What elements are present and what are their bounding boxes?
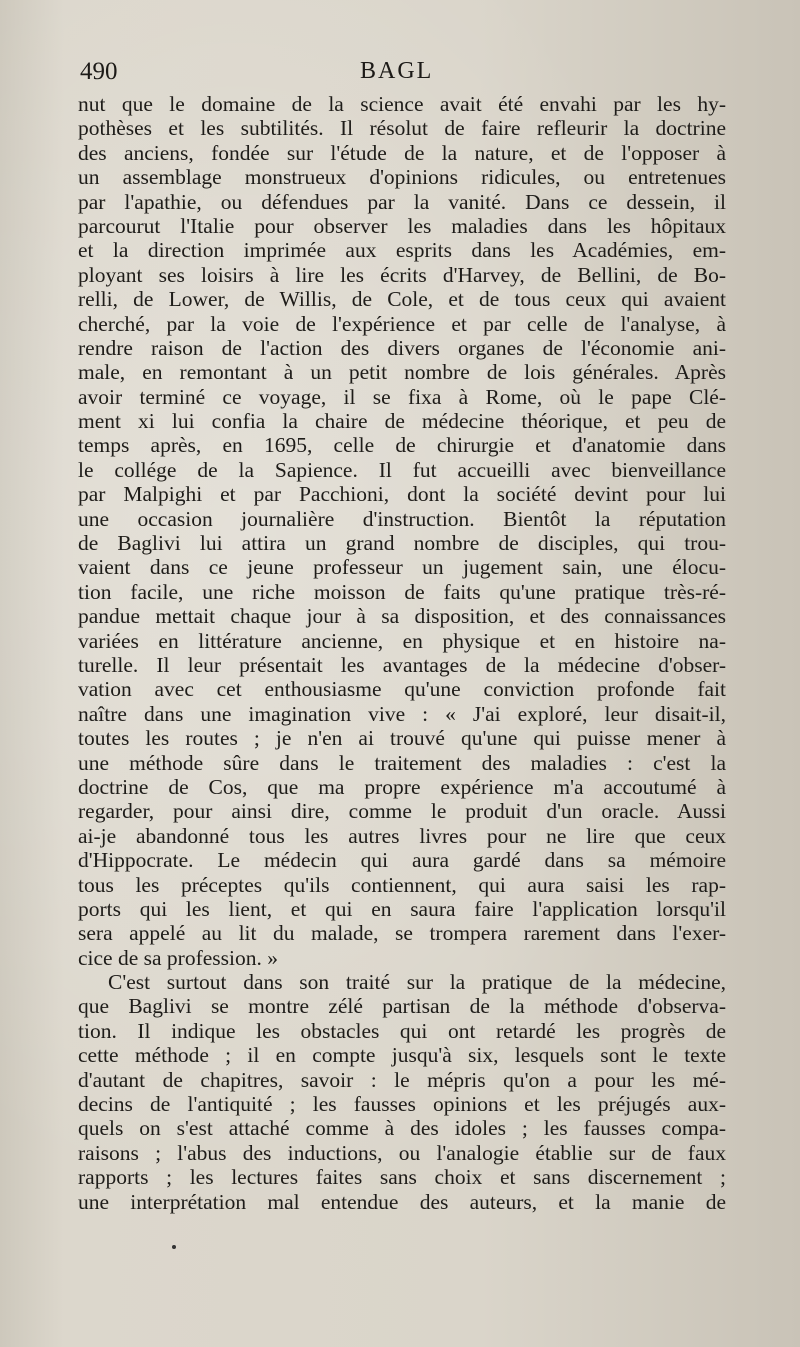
text-line: parcourut l'Italie pour observer les maladies dans les hôpitaux (78, 213, 726, 238)
text-line: tous les préceptes qu'ils contiennent, qui aura saisi les rap- (78, 872, 726, 897)
text-line: naître dans une imagination vive : « J'ai exploré, leur disait-il, (78, 701, 726, 726)
page-header (80, 58, 725, 92)
text-line: pandue mettait chaque jour à sa disposition, et des connaissances (78, 604, 726, 629)
text-line: variées en littérature ancienne, en physique et en histoire na- (78, 628, 726, 653)
text-line: une interprétation mal entendue des auteurs, et la manie de (78, 1189, 726, 1214)
text-line: et la direction imprimée aux esprits dans les Académies, em- (78, 238, 726, 263)
text-line: des anciens, fondée sur l'étude de la nature, et de l'opposer à (78, 140, 726, 165)
text-line: ployant ses loisirs à lire les écrits d'Harvey, de Bellini, de Bo- (78, 262, 726, 287)
text-line: sera appelé au lit du malade, se trompera rarement dans l'exer- (78, 921, 726, 946)
page-number: 490 (80, 58, 118, 85)
text-line: le collége de la Sapience. Il fut accueilli avec bienveillance (78, 457, 726, 482)
text-line: que Baglivi se montre zélé partisan de la méthode d'observa- (78, 994, 726, 1019)
ink-speck (172, 1245, 176, 1249)
text-line: decins de l'antiquité ; les fausses opinions et les préjugés aux- (78, 1092, 726, 1117)
text-line: rendre raison de l'action des divers organes de l'économie ani- (78, 335, 726, 360)
text-line: par Malpighi et par Pacchioni, dont la société devint pour lui (78, 482, 726, 507)
text-line: temps après, en 1695, celle de chirurgie et d'anatomie dans (78, 433, 726, 458)
text-line: une méthode sûre dans le traitement des maladies : c'est la (78, 750, 726, 775)
text-line: vaient dans ce jeune professeur un jugement sain, une élocu- (78, 555, 726, 580)
text-line: raisons ; l'abus des inductions, ou l'analogie établie sur de faux (78, 1140, 726, 1165)
text-line: par l'apathie, ou défendues par la vanité. Dans ce dessein, il (78, 189, 726, 214)
text-line: cherché, par la voie de l'expérience et par celle de l'analyse, à (78, 311, 726, 336)
text-line: tion. Il indique les obstacles qui ont retardé les progrès de (78, 1018, 726, 1043)
text-line: toutes les routes ; je n'en ai trouvé qu'une qui puisse mener à (78, 726, 726, 751)
text-line: pothèses et les subtilités. Il résolut de faire refleurir la doctrine (78, 116, 726, 141)
text-line: nut que le domaine de la science avait été envahi par les hy- (78, 92, 726, 116)
text-line: relli, de Lower, de Willis, de Cole, et de tous ceux qui avaient (78, 287, 726, 312)
text-line: quels on s'est attaché comme à des idoles ; les fausses compa- (78, 1116, 726, 1141)
text-line: vation avec cet enthousiasme qu'une conviction profonde fait (78, 677, 726, 702)
text-line: rapports ; les lectures faites sans choix et sans discernement ; (78, 1165, 726, 1190)
running-head: BAGL (360, 58, 434, 84)
text-line: d'Hippocrate. Le médecin qui aura gardé dans sa mémoire (78, 848, 726, 873)
text-line: un assemblage monstrueux d'opinions ridicules, ou entretenues (78, 165, 726, 190)
text-line: de Baglivi lui attira un grand nombre de disciples, qui trou- (78, 531, 726, 556)
paragraph-end-line: cice de sa profession. » (78, 945, 278, 970)
text-line: turelle. Il leur présentait les avantages de la médecine d'obser- (78, 652, 726, 677)
body-text (78, 92, 726, 1214)
text-line: cette méthode ; il en compte jusqu'à six, lesquels sont le texte (78, 1043, 726, 1068)
paragraph-start-line: C'est surtout dans son traité sur la pratique de la médecine, (108, 970, 726, 995)
text-line: une occasion journalière d'instruction. Bientôt la réputation (78, 506, 726, 531)
text-line: doctrine de Cos, que ma propre expérience m'a accoutumé à (78, 774, 726, 799)
text-line: ports qui les lient, et qui en saura faire l'application lorsqu'il (78, 896, 726, 921)
text-line: male, en remontant à un petit nombre de lois générales. Après (78, 360, 726, 385)
text-line: avoir terminé ce voyage, il se fixa à Rome, où le pape Clé- (78, 384, 726, 409)
text-line: regarder, pour ainsi dire, comme le produit d'un oracle. Aussi (78, 799, 726, 824)
text-line: ai-je abandonné tous les autres livres pour ne lire que ceux (78, 823, 726, 848)
text-line: d'autant de chapitres, savoir : le mépris qu'on a pour les mé- (78, 1067, 726, 1092)
text-line: tion facile, une riche moisson de faits qu'une pratique très-ré- (78, 579, 726, 604)
text-line: ment xi lui confia la chaire de médecine théorique, et peu de (78, 409, 726, 434)
